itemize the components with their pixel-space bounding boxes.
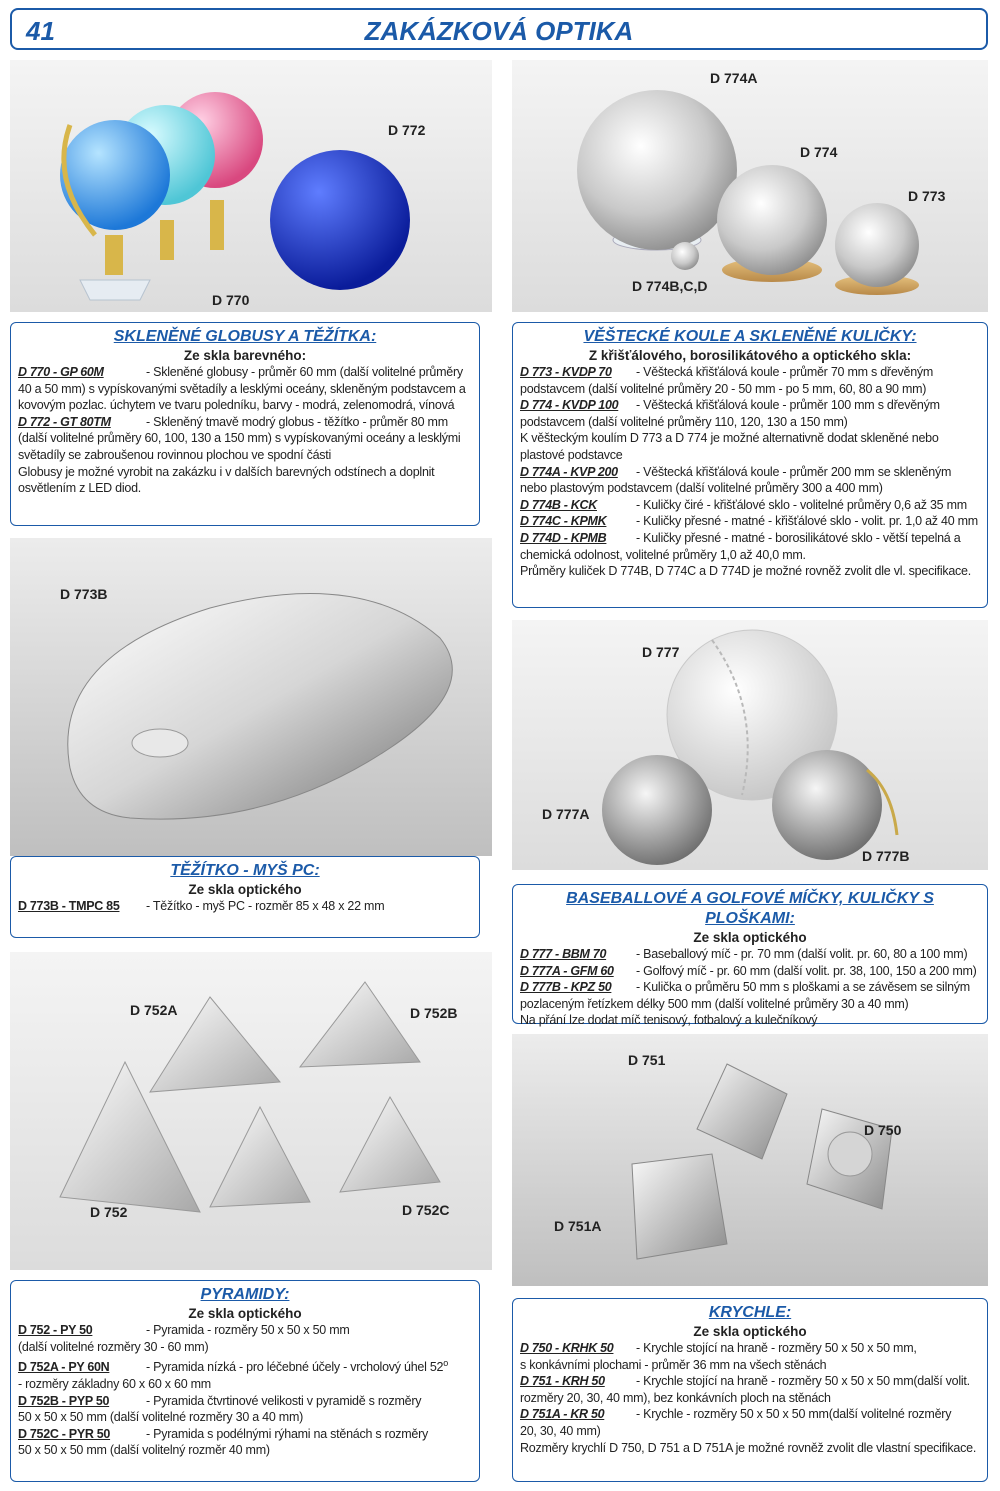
product-code: D 752 - PY 50	[18, 1323, 93, 1337]
section-note: Na přání lze dodat míč tenisový, fotbalový a kulečníkový	[520, 1013, 818, 1028]
product-text: - Těžítko - myš PC - rozměr 85 x 48 x 22 mm	[146, 899, 385, 913]
section-title: TĚŽÍTKO - MYŠ PC:	[170, 862, 320, 879]
page-title: ZAKÁZKOVÁ OPTIKA	[364, 16, 634, 46]
product-code: D 770 - GP 60M	[18, 365, 104, 379]
product-code: D 774D - KPMB	[520, 530, 607, 545]
label-d751: D 751	[628, 1052, 666, 1068]
product-code: D 752B - PYP 50	[18, 1393, 110, 1408]
product-code: D 774A - KVP 200	[520, 464, 618, 479]
product-text: - Kuličky čiré - křišťálové sklo - volitelné průměry 0,6 až 35 mm	[636, 497, 967, 512]
label-d752c: D 752C	[402, 1202, 450, 1218]
product-row	[18, 1426, 472, 1443]
product-row	[18, 1393, 472, 1410]
cubes-photo	[512, 1034, 988, 1286]
product-text: - Kulička o průměru 50 mm s ploškami a se závěsem se silným	[636, 980, 970, 995]
product-text: - Kuličky přesné - matné - křišťálové sklo - volit. pr. 1,0 až 40 mm	[636, 514, 978, 529]
product-code: D 752C - PYR 50	[18, 1426, 111, 1441]
product-code: D 773B - TMPC 85	[18, 899, 120, 913]
product-text-cont: 50 x 50 x 50 mm (další volitelné rozměry 30 a 40 mm)	[18, 1410, 304, 1425]
section-title: KRYCHLE:	[708, 1304, 792, 1321]
product-text: - Skleněný tmavě modrý globus - těžítko - průměr 80 mm	[146, 414, 448, 429]
crystal-balls-description-box	[512, 322, 988, 608]
product-text-cont: s konkávními plochami - průměr 36 mm na všech stěnách	[520, 1357, 827, 1372]
product-text-cont: chemická odolnost, volitelné průměry 1,0 až 40,0 mm.	[520, 547, 806, 562]
product-row	[520, 364, 980, 381]
label-d752b: D 752B	[410, 1005, 458, 1021]
product-text: - Věštecká křišťálová koule - průměr 200 mm se skleněným	[636, 464, 952, 479]
product-text: - Baseballový míč - pr. 70 mm (další volit. pr. 60, 80 a 100 mm)	[636, 947, 968, 961]
product-row	[520, 1406, 980, 1423]
section-note: Rozměry krychlí D 750, D 751 a D 751A je možné rovněž zvolit dle vlastní specifikace.	[520, 1440, 977, 1455]
label-d777: D 777	[642, 644, 680, 660]
product-text: - Krychle stojící na hraně - rozměry 50 x 50 x 50 mm(další volit.	[636, 1374, 970, 1389]
section-title: PYRAMIDY:	[200, 1286, 290, 1303]
page-number: 41	[26, 16, 55, 46]
label-d751a: D 751A	[554, 1218, 602, 1234]
product-code: D 777A - GFM 60	[520, 963, 614, 978]
baseball-description-box	[512, 884, 988, 1028]
product-text-cont: nebo plastovým podstavcem (další volitelné průměry 300 a 400 mm)	[520, 481, 883, 496]
section-title: BASEBALLOVÉ A GOLFOVÉ MÍČKY, KULIČKY S PLOŠKAMI:	[566, 890, 934, 927]
mouse-photo	[10, 538, 492, 856]
label-d774: D 774	[800, 144, 838, 160]
label-d770: D 770	[212, 292, 250, 308]
label-d750: D 750	[864, 1122, 902, 1138]
product-row	[520, 963, 980, 980]
balls-illustration	[512, 620, 988, 870]
balls-photo	[512, 620, 988, 870]
crystal-balls-illustration	[512, 60, 988, 312]
product-text: - Golfový míč - pr. 60 mm (další volit. pr. 38, 100, 150 a 200 mm)	[636, 963, 977, 978]
product-text: - Skleněné globusy - průměr 60 mm (další volitelné průměry	[146, 365, 463, 379]
product-text: - Krychle stojící na hraně - rozměry 50 x 50 x 50 mm,	[636, 1341, 917, 1355]
product-code: D 751A - KR 50	[520, 1407, 605, 1422]
label-d774a: D 774A	[710, 70, 758, 86]
product-text-cont: rozměry 20, 30, 40 mm), bez konkávních ploch na stěnách	[520, 1390, 831, 1405]
product-text-cont: 20, 30, 40 mm)	[520, 1423, 601, 1438]
product-text: - Pyramida čtvrtinové velikosti v pyramidě s rozměry	[146, 1393, 422, 1408]
product-row	[18, 1355, 472, 1376]
globes-illustration	[10, 60, 492, 312]
product-row	[520, 1340, 980, 1357]
product-row	[520, 530, 980, 547]
product-text: - Pyramida s podélnými rýhami na stěnách s rozměry	[146, 1426, 429, 1441]
section-subtitle: Ze skla optického	[188, 882, 302, 897]
product-text: - Krychle - rozměry 50 x 50 x 50 mm(další volitelné rozměry	[636, 1407, 952, 1422]
section-note: K věšteckým koulím D 773 a D 774 je možné alternativně dodat skleněné nebo plastové podstavce	[520, 431, 939, 462]
product-row	[520, 979, 980, 996]
section-note: Globusy je možné vyrobit na zakázku i v dalších barevných odstínech a doplnit osvětlením z LED diod.	[18, 464, 435, 496]
product-code: D 777B - KPZ 50	[520, 980, 612, 995]
pyramids-illustration	[10, 952, 492, 1270]
product-code: D 750 - KRHK 50	[520, 1341, 614, 1355]
product-row	[520, 946, 980, 963]
product-text-cont: (další volitelné průměry 60, 100, 130 a 150 mm) s vypískovanými oceány a lesklými světadíly se zabroušenou rovinnou plochou ve spodní části	[18, 431, 461, 462]
globes-photo	[10, 60, 492, 312]
product-code: D 751 - KRH 50	[520, 1374, 605, 1389]
product-code: D 752A - PY 60N	[18, 1360, 110, 1375]
pyramids-description-box	[10, 1280, 480, 1482]
page-header	[10, 8, 988, 50]
section-subtitle: Ze skla barevného:	[183, 348, 307, 363]
section-subtitle: Ze skla optického	[693, 1324, 807, 1339]
product-row	[520, 497, 980, 514]
section-subtitle: Ze skla optického	[693, 930, 807, 945]
label-d777b: D 777B	[862, 848, 910, 864]
pyramids-photo	[10, 952, 492, 1270]
label-d772: D 772	[388, 122, 426, 138]
label-d774bcd: D 774B,C,D	[632, 278, 708, 294]
cubes-illustration	[512, 1034, 988, 1286]
product-row	[18, 414, 472, 431]
product-code: D 774C - KPMK	[520, 514, 607, 529]
section-subtitle: Ze skla optického	[188, 1306, 302, 1321]
product-text-cont: 50 x 50 x 50 mm (další volitelný rozměr 40 mm)	[18, 1443, 270, 1458]
product-text-cont: 40 a 50 mm) s vypískovanými světadíly a lesklými oceány, skleněným podstavcem a kovovým pozlac. úchytem ve tvaru poledníku, barvy - modrá, zelenomodrá, vínová	[18, 381, 466, 413]
product-row	[520, 397, 980, 414]
product-text-cont: podstavcem (další volitelné průměry 110, 120, 130 a 150 mm)	[520, 414, 848, 429]
product-text-cont: (další volitelné rozměry 30 - 60 mm)	[18, 1339, 209, 1354]
mouse-description-box	[10, 856, 480, 938]
product-code: D 774B - KCK	[520, 497, 597, 512]
product-row	[520, 464, 980, 481]
product-text: - Pyramida - rozměry 50 x 50 x 50 mm	[146, 1323, 350, 1337]
product-code: D 772 - GT 80TM	[18, 414, 111, 429]
section-title: SKLENĚNÉ GLOBUSY A TĚŽÍTKA:	[113, 328, 377, 345]
product-code: D 774 - KVDP 100	[520, 398, 619, 413]
product-text: - Věštecká křišťálová koule - průměr 100 mm s dřevěným	[636, 398, 940, 413]
label-d752: D 752	[90, 1204, 128, 1220]
product-text-cont: pozlaceným řetízkem délky 500 mm (další volitelné průměry 30 a 40 mm)	[520, 996, 909, 1011]
product-text: - Věštecká křišťálová koule - průměr 70 mm s dřevěným	[636, 365, 934, 379]
section-title: VĚŠTECKÉ KOULE A SKLENĚNÉ KULIČKY:	[583, 328, 917, 345]
crystal-balls-photo	[512, 60, 988, 312]
label-d773b: D 773B	[60, 586, 108, 602]
degree-mark: o	[443, 1358, 449, 1369]
product-code: D 777 - BBM 70	[520, 947, 607, 961]
label-d777a: D 777A	[542, 806, 590, 822]
label-d752a: D 752A	[130, 1002, 178, 1018]
globes-description-box	[10, 322, 480, 526]
product-text-cont: - rozměry základny 60 x 60 x 60 mm	[18, 1376, 211, 1391]
label-d773: D 773	[908, 188, 946, 204]
product-row	[520, 1373, 980, 1390]
product-code: D 773 - KVDP 70	[520, 365, 612, 379]
product-text: - Pyramida nízká - pro léčebné účely - vrcholový úhel 52	[146, 1360, 444, 1375]
product-row	[18, 1322, 472, 1339]
cubes-description-box	[512, 1298, 988, 1482]
product-text-cont: podstavcem (další volitelné průměry 20 - 50 mm - po 5 mm, 60, 80 a 90 mm)	[520, 381, 927, 396]
section-subtitle: Z křišťálového, borosilikátového a optického skla:	[588, 348, 912, 363]
product-row	[18, 898, 472, 915]
product-text: - Kuličky přesné - matné - borosilikátové sklo - větší tepelná a	[636, 530, 961, 545]
product-row	[520, 513, 980, 530]
product-row	[18, 364, 472, 381]
section-note: Průměry kuliček D 774B, D 774C a D 774D je možné rovněž zvolit dle vl. specifikace.	[520, 564, 971, 579]
